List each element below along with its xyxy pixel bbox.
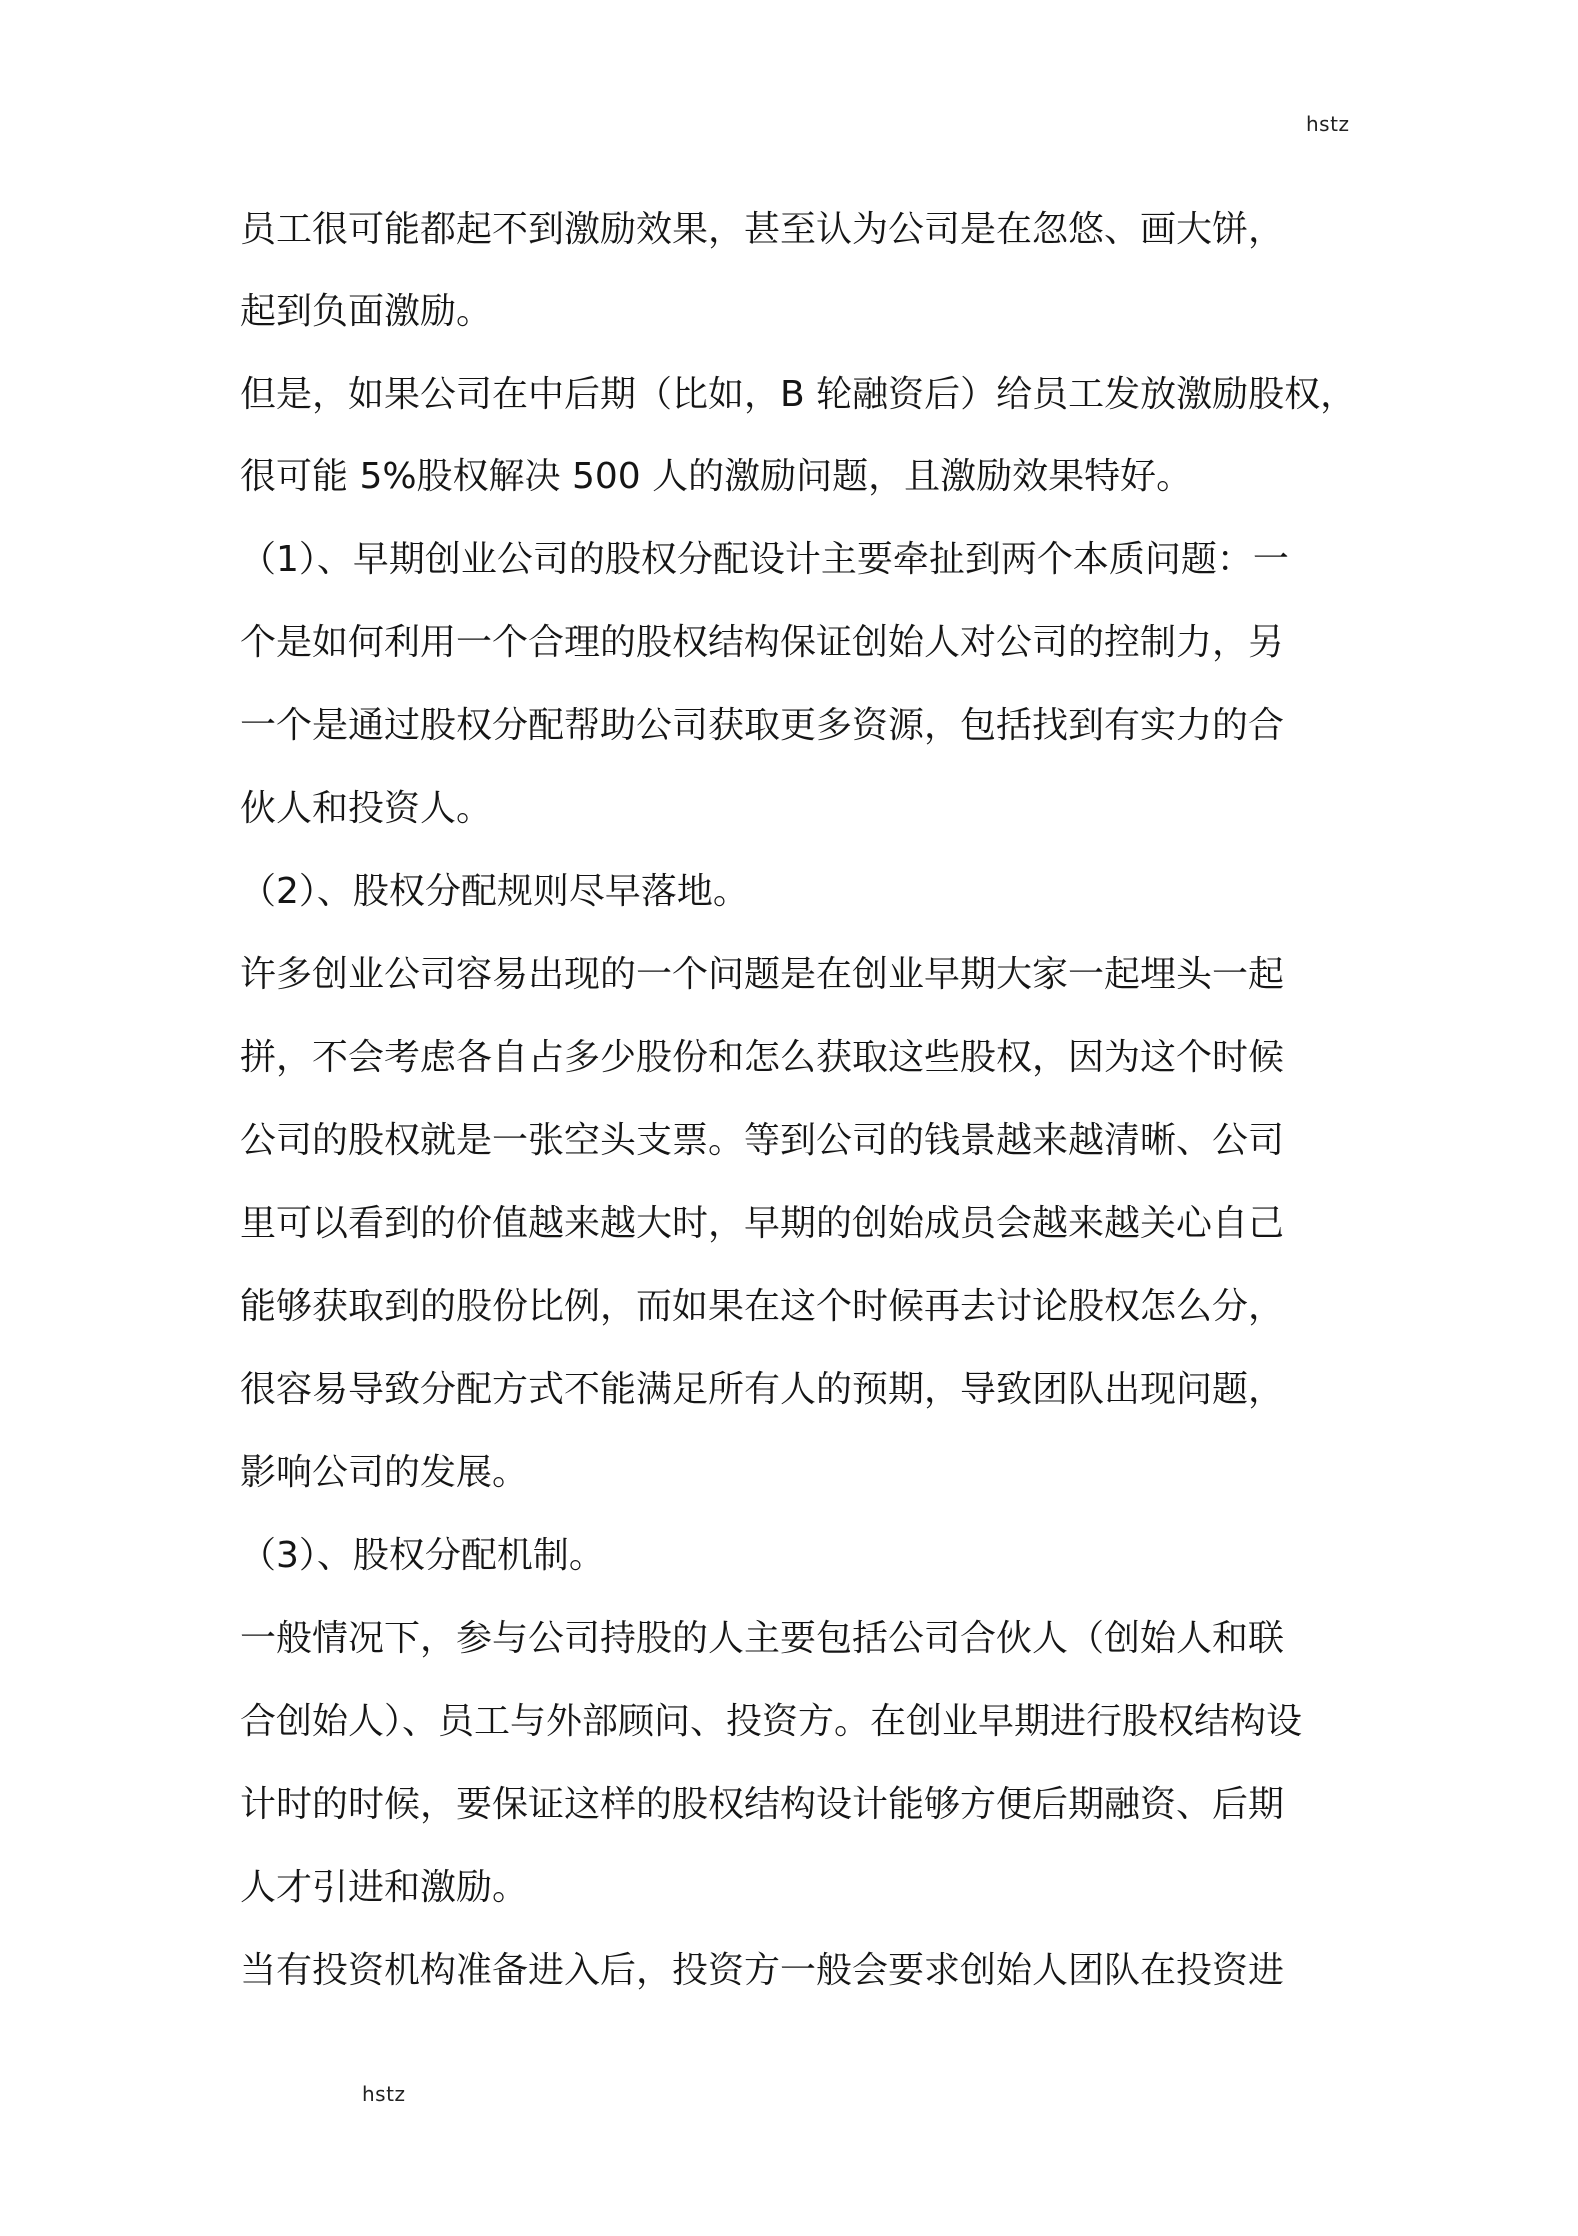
text-line: （2）、股权分配规则尽早落地。 xyxy=(240,871,749,912)
text-line: 起到负面激励。 xyxy=(240,291,493,332)
text-line: 合创始人）、员工与外部顾问、投资方。在创业早期进行股权结构设 xyxy=(240,1701,1303,1742)
text-line: 很容易导致分配方式不能满足所有人的预期，导致团队出现问题， xyxy=(240,1369,1285,1410)
footer-watermark: hstz xyxy=(362,2082,406,2106)
header-watermark: hstz xyxy=(1306,112,1350,136)
text-line: 一般情况下，参与公司持股的人主要包括公司合伙人（创始人和联 xyxy=(240,1618,1285,1659)
text-line: 计时的时候，要保证这样的股权结构设计能够方便后期融资、后期 xyxy=(240,1784,1285,1825)
text-line: 拼，不会考虑各自占多少股份和怎么获取这些股权，因为这个时候 xyxy=(240,1037,1285,1078)
text-line: 影响公司的发展。 xyxy=(240,1452,529,1493)
text-line: 能够获取到的股份比例，而如果在这个时候再去讨论股权怎么分， xyxy=(240,1286,1285,1327)
text-line: 里可以看到的价值越来越大时，早期的创始成员会越来越关心自己 xyxy=(240,1203,1285,1244)
text-line: （1）、早期创业公司的股权分配设计主要牵扯到两个本质问题：一 xyxy=(240,539,1289,580)
text-line: 但是，如果公司在中后期（比如，B 轮融资后）给员工发放激励股权， xyxy=(240,374,1357,415)
text-line: 员工很可能都起不到激励效果，甚至认为公司是在忽悠、画大饼， xyxy=(240,209,1285,250)
text-line: 许多创业公司容易出现的一个问题是在创业早期大家一起埋头一起 xyxy=(240,954,1285,995)
text-line: 人才引进和激励。 xyxy=(240,1867,529,1908)
text-line: 公司的股权就是一张空头支票。等到公司的钱景越来越清晰、公司 xyxy=(240,1120,1285,1161)
text-line: 一个是通过股权分配帮助公司获取更多资源，包括找到有实力的合 xyxy=(240,705,1285,746)
text-line: 个是如何利用一个合理的股权结构保证创始人对公司的控制力，另 xyxy=(240,622,1285,663)
text-line: 当有投资机构准备进入后，投资方一般会要求创始人团队在投资进 xyxy=(240,1950,1285,1991)
text-line: （3）、股权分配机制。 xyxy=(240,1535,605,1576)
text-line: 伙人和投资人。 xyxy=(240,788,493,829)
text-line: 很可能 5%股权解决 500 人的激励问题，且激励效果特好。 xyxy=(240,456,1193,497)
